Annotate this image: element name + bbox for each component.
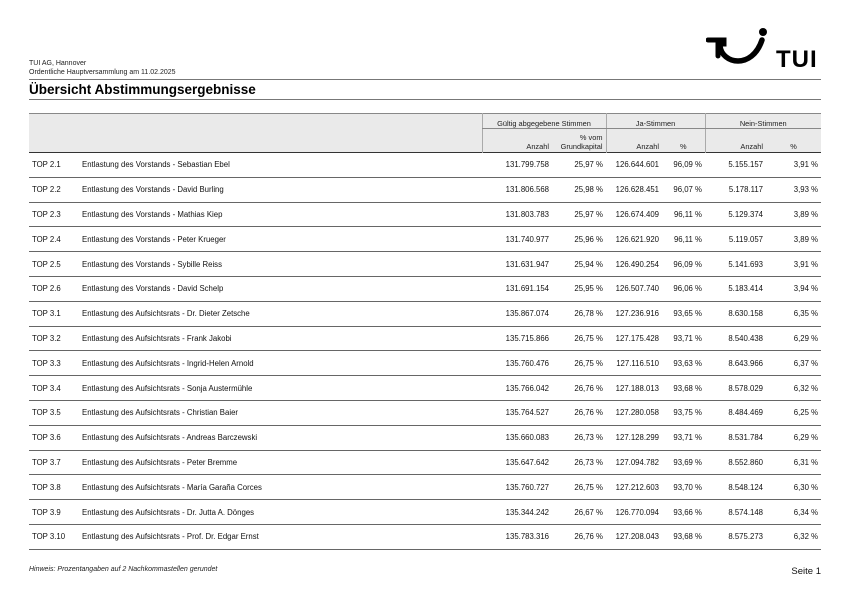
agenda-item-cell: TOP 2.2	[32, 185, 61, 195]
valid-votes-cell: 131.740.977	[505, 234, 549, 244]
no-votes-cell: 8.484.469	[728, 408, 763, 418]
pct-capital-cell: 26,73 %	[574, 457, 603, 467]
pct-capital-cell: 26,78 %	[574, 309, 603, 319]
no-votes-cell: 5.141.693	[728, 259, 763, 269]
table-body	[29, 153, 821, 550]
valid-votes-cell: 135.764.527	[505, 408, 549, 418]
description-cell: Entlastung des Aufsichtsrats - Dr. Dieter Zetsche	[82, 309, 250, 319]
valid-votes-cell: 135.867.074	[505, 309, 549, 319]
yes-votes-cell: 126.770.094	[615, 507, 659, 517]
yes-pct-cell: 96,09 %	[673, 259, 702, 269]
no-votes-cell: 8.578.029	[728, 383, 763, 393]
page-title: Übersicht Abstimmungsergebnisse	[29, 82, 256, 97]
no-pct-cell: 3,93 %	[793, 185, 819, 195]
valid-votes-cell: 135.783.316	[505, 532, 549, 542]
yes-votes-cell: 127.094.782	[615, 457, 659, 467]
yes-pct-cell: 93,71 %	[673, 333, 702, 343]
pct-capital-header: % vom Grundkapital	[552, 129, 606, 153]
yes-pct-cell: 93,75 %	[673, 408, 702, 418]
description-cell: Entlastung des Vorstands - Mathias Kiep	[82, 209, 223, 219]
yes-pct-cell: 93,66 %	[673, 507, 702, 517]
pct-capital-cell: 26,67 %	[574, 507, 603, 517]
title-divider	[29, 99, 821, 100]
table-row	[29, 202, 821, 227]
pct-capital-cell: 25,96 %	[574, 234, 603, 244]
table-row	[29, 153, 821, 178]
pct-capital-cell: 26,76 %	[574, 383, 603, 393]
agenda-item-cell: TOP 3.9	[32, 507, 61, 517]
no-pct-cell: 3,89 %	[793, 234, 819, 244]
pct-capital-cell: 25,95 %	[574, 284, 603, 294]
no-votes-cell: 5.155.157	[728, 160, 763, 170]
yes-votes-cell: 127.116.510	[616, 358, 659, 368]
yes-pct-cell: 93,65 %	[673, 309, 702, 319]
pct-capital-cell: 25,98 %	[574, 185, 603, 195]
valid-votes-cell: 135.760.476	[505, 358, 549, 368]
no-pct-cell: 3,91 %	[793, 160, 819, 170]
no-votes-cell: 8.552.860	[728, 457, 763, 467]
agenda-item-cell: TOP 3.2	[32, 333, 61, 343]
no-pct-cell: 6,30 %	[793, 482, 819, 492]
yes-pct-cell: 93,69 %	[673, 457, 702, 467]
table-row	[29, 177, 821, 202]
yes-pct-cell: 93,68 %	[673, 532, 702, 542]
table-row	[29, 475, 821, 500]
pct-capital-cell: 25,97 %	[574, 160, 603, 170]
agenda-item-cell: TOP 3.4	[32, 383, 61, 393]
no-votes-cell: 8.575.273	[728, 532, 763, 542]
description-cell: Entlastung des Aufsichtsrats - Frank Jakobi	[82, 333, 232, 343]
no-pct-header: %	[766, 129, 821, 153]
yes-pct-cell: 93,70 %	[673, 482, 702, 492]
agenda-item-cell: TOP 3.6	[32, 433, 61, 443]
no-votes-cell: 5.178.117	[728, 185, 763, 195]
description-cell: Entlastung des Aufsichtsrats - Dr. Jutta A. Dönges	[82, 507, 255, 517]
yes-pct-cell: 96,11 %	[673, 209, 702, 219]
yes-votes-cell: 126.507.740	[615, 284, 659, 294]
agenda-item-cell: TOP 2.5	[32, 259, 61, 269]
pct-capital-cell: 26,75 %	[574, 358, 603, 368]
pct-capital-cell: 26,75 %	[574, 333, 603, 343]
no-pct-cell: 3,89 %	[793, 209, 819, 219]
agenda-item-cell: TOP 3.7	[32, 457, 61, 467]
table-row	[29, 301, 821, 326]
description-cell: Entlastung des Aufsichtsrats - Prof. Dr. Edgar Ernst	[82, 532, 259, 542]
table-row	[29, 376, 821, 401]
yes-votes-cell: 126.490.254	[615, 259, 659, 269]
yes-votes-cell: 126.674.409	[615, 209, 659, 219]
description-cell: Entlastung des Vorstands - David Schelp	[82, 284, 224, 294]
yes-votes-cell: 126.621.920	[615, 234, 659, 244]
no-pct-cell: 6,29 %	[793, 433, 819, 443]
description-cell: Entlastung des Aufsichtsrats - Peter Bremme	[82, 457, 238, 467]
valid-votes-cell: 135.344.242	[505, 507, 549, 517]
no-votes-cell: 8.540.438	[728, 333, 763, 343]
valid-votes-header: Gültig abgegebene Stimmen	[482, 114, 606, 129]
table-row	[29, 400, 821, 425]
no-pct-cell: 6,32 %	[793, 532, 819, 542]
no-pct-cell: 6,32 %	[793, 383, 819, 393]
yes-votes-cell: 126.644.601	[615, 160, 659, 170]
pct-capital-cell: 26,76 %	[574, 532, 603, 542]
agenda-item-cell: TOP 2.1	[32, 160, 61, 170]
voting-results-table	[29, 113, 821, 550]
no-pct-cell: 6,29 %	[793, 333, 819, 343]
description-cell: Entlastung des Vorstands - David Burling	[82, 185, 224, 195]
header-blank-2	[29, 129, 482, 153]
yes-votes-cell: 127.236.916	[615, 309, 659, 319]
description-cell: Entlastung des Aufsichtsrats - Andreas Barczewski	[82, 433, 258, 443]
description-cell: Entlastung des Aufsichtsrats - Ingrid-Helen Arnold	[82, 358, 254, 368]
header-divider	[29, 79, 821, 80]
tui-logo-text: TUI	[776, 46, 818, 73]
agenda-item-cell: TOP 3.10	[32, 532, 66, 542]
agenda-item-cell: TOP 2.6	[32, 284, 61, 294]
yes-pct-cell: 93,71 %	[673, 433, 702, 443]
table-row	[29, 425, 821, 450]
yes-votes-cell: 126.628.451	[615, 185, 659, 195]
table-row	[29, 500, 821, 525]
no-pct-cell: 3,94 %	[793, 284, 819, 294]
no-votes-cell: 8.643.966	[728, 358, 763, 368]
description-cell: Entlastung des Vorstands - Peter Krueger	[82, 234, 226, 244]
valid-votes-cell: 131.803.783	[505, 209, 549, 219]
company-name: TUI AG, Hannover	[29, 60, 87, 67]
description-cell: Entlastung des Aufsichtsrats - Christian Baier	[82, 408, 239, 418]
yes-pct-header: %	[662, 129, 705, 153]
page-number: Seite 1	[791, 566, 821, 577]
valid-votes-cell: 131.806.568	[505, 185, 549, 195]
yes-pct-cell: 96,09 %	[673, 160, 702, 170]
table-row	[29, 351, 821, 376]
table-row	[29, 227, 821, 252]
valid-votes-cell: 131.799.758	[505, 160, 549, 170]
description-cell: Entlastung des Aufsichtsrats - Sonja Austermühle	[82, 383, 253, 393]
header-blank	[29, 114, 482, 129]
valid-votes-cell: 131.631.947	[505, 259, 549, 269]
table-row	[29, 450, 821, 475]
no-pct-cell: 6,37 %	[793, 358, 819, 368]
no-pct-cell: 6,34 %	[793, 507, 819, 517]
yes-pct-cell: 93,68 %	[673, 383, 702, 393]
yes-votes-header: Ja-Stimmen	[606, 114, 705, 129]
meeting-subtitle: Ordentliche Hauptversammlung am 11.02.2025	[29, 69, 176, 76]
no-pct-cell: 6,25 %	[793, 408, 819, 418]
table-row	[29, 276, 821, 301]
valid-votes-cell: 135.760.727	[505, 482, 549, 492]
footer-hint: Hinweis: Prozentangaben auf 2 Nachkommastellen gerundet	[29, 566, 218, 573]
valid-votes-cell: 135.766.042	[505, 383, 549, 393]
no-votes-cell: 8.531.784	[728, 433, 763, 443]
no-votes-cell: 8.548.124	[728, 482, 763, 492]
pct-capital-cell: 26,73 %	[574, 433, 603, 443]
agenda-item-cell: TOP 3.8	[32, 482, 61, 492]
yes-votes-cell: 127.208.043	[615, 532, 659, 542]
yes-votes-cell: 127.175.428	[615, 333, 659, 343]
pct-capital-cell: 26,75 %	[574, 482, 603, 492]
table-row	[29, 326, 821, 351]
no-count-header: Anzahl	[705, 129, 766, 153]
yes-pct-cell: 96,07 %	[673, 185, 702, 195]
no-votes-cell: 5.183.414	[728, 284, 763, 294]
yes-pct-cell: 93,63 %	[673, 358, 702, 368]
no-pct-cell: 6,35 %	[793, 309, 819, 319]
no-votes-cell: 8.630.158	[728, 309, 763, 319]
agenda-item-cell: TOP 2.3	[32, 209, 61, 219]
yes-votes-cell: 127.212.603	[615, 482, 659, 492]
yes-votes-cell: 127.280.058	[615, 408, 659, 418]
yes-pct-cell: 96,11 %	[673, 234, 702, 244]
table-row	[29, 524, 821, 549]
agenda-item-cell: TOP 2.4	[32, 234, 61, 244]
no-votes-cell: 5.119.057	[728, 234, 763, 244]
yes-pct-cell: 96,06 %	[673, 284, 702, 294]
pct-capital-cell: 26,76 %	[574, 408, 603, 418]
no-votes-cell: 5.129.374	[728, 209, 763, 219]
description-cell: Entlastung des Aufsichtsrats - María Garaña Corces	[82, 482, 262, 492]
valid-count-header: Anzahl	[482, 129, 552, 153]
yes-votes-cell: 127.128.299	[615, 433, 659, 443]
agenda-item-cell: TOP 3.1	[32, 309, 61, 319]
no-votes-cell: 8.574.148	[728, 507, 763, 517]
table-header	[29, 114, 821, 153]
valid-votes-cell: 135.647.642	[505, 457, 549, 467]
no-pct-cell: 3,91 %	[793, 259, 819, 269]
no-pct-cell: 6,31 %	[793, 457, 819, 467]
pct-capital-cell: 25,97 %	[574, 209, 603, 219]
no-votes-header: Nein-Stimmen	[705, 114, 821, 129]
yes-count-header: Anzahl	[606, 129, 662, 153]
yes-votes-cell: 127.188.013	[615, 383, 659, 393]
valid-votes-cell: 131.691.154	[505, 284, 549, 294]
valid-votes-cell: 135.660.083	[505, 433, 549, 443]
description-cell: Entlastung des Vorstands - Sebastian Ebel	[82, 160, 230, 170]
pct-capital-cell: 25,94 %	[574, 259, 603, 269]
agenda-item-cell: TOP 3.5	[32, 408, 61, 418]
description-cell: Entlastung des Vorstands - Sybille Reiss	[82, 259, 222, 269]
table-row	[29, 252, 821, 277]
valid-votes-cell: 135.715.866	[505, 333, 549, 343]
agenda-item-cell: TOP 3.3	[32, 358, 61, 368]
